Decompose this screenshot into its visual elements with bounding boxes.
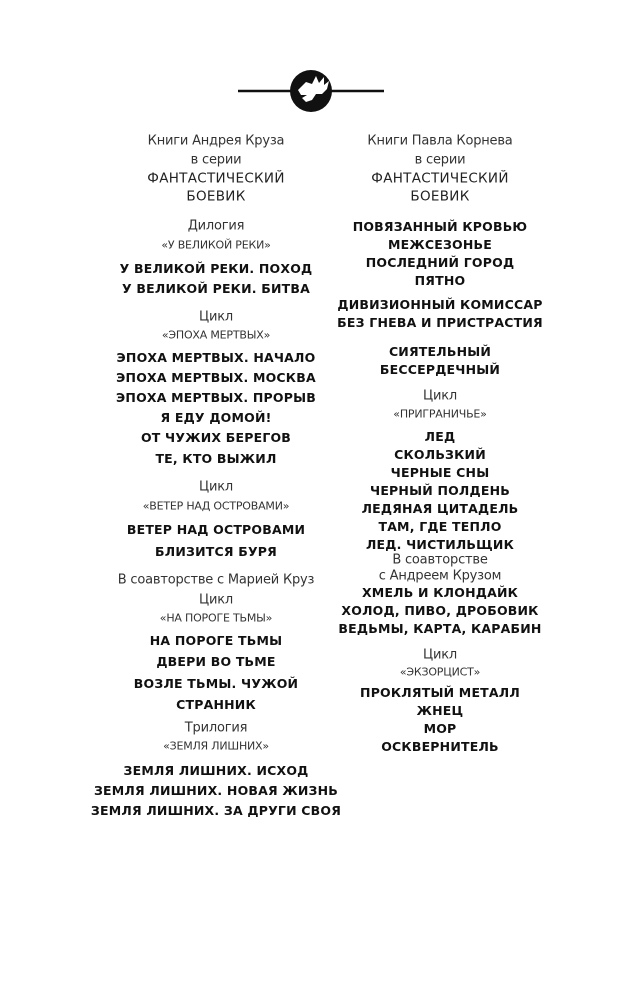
dragon-emblem-icon [236, 68, 386, 114]
book-title: БЕССЕРДЕЧНЫЙ [379, 361, 501, 377]
book-title: БЕЗ ГНЕВА И ПРИСТРАСТИЯ [337, 314, 543, 330]
book-title: ЗЕМЛЯ ЛИШНИХ. ИСХОД [123, 762, 309, 778]
book-title: ДВЕРИ ВО ТЬМЕ [156, 653, 276, 669]
book-title: ПРОКЛЯТЫЙ МЕТАЛЛ [360, 684, 520, 700]
book-title: СТРАННИК [176, 696, 256, 712]
book-title: НА ПОРОГЕ ТЬМЫ [149, 632, 283, 648]
cycle-name: «ПРИГРАНИЧЬЕ» [393, 407, 487, 421]
book-title: ПЯТНО [414, 272, 466, 288]
series-name: ФАНТАСТИЧЕСКИЙ [371, 170, 509, 187]
caption: В соавторстве с Марией Круз [117, 572, 315, 588]
book-title: ЗЕМЛЯ ЛИШНИХ. ЗА ДРУГИ СВОЯ [90, 802, 342, 818]
caption: В соавторстве [392, 552, 488, 568]
caption: в серии [414, 152, 466, 168]
caption: в серии [190, 152, 242, 168]
book-title: ЧЕРНЫЙ ПОЛДЕНЬ [370, 482, 510, 498]
book-title: ЭПОХА МЕРТВЫХ. ПРОРЫВ [116, 389, 316, 405]
caption: Цикл [423, 647, 457, 663]
book-title: ДИВИЗИОННЫЙ КОМИССАР [337, 296, 543, 312]
book-title: МОР [423, 720, 457, 736]
caption: Книги Андрея Круза [147, 133, 285, 149]
book-title: ЛЕД [424, 428, 456, 444]
book-title: ХМЕЛЬ И КЛОНДАЙК [361, 584, 519, 600]
book-title: ЧЕРНЫЕ СНЫ [390, 464, 490, 480]
caption: с Андреем Крузом [378, 568, 502, 584]
book-title: ХОЛОД, ПИВО, ДРОБОВИК [341, 602, 539, 618]
caption: Дилогия [187, 218, 245, 234]
book-title: ОТ ЧУЖИХ БЕРЕГОВ [140, 429, 292, 445]
cycle-name: «ЗЕМЛЯ ЛИШНИХ» [163, 739, 269, 753]
caption: Трилогия [184, 720, 248, 736]
series-name: БОЕВИК [410, 188, 470, 205]
cycle-name: «ЭКЗОРЦИСТ» [399, 665, 481, 679]
caption: Цикл [199, 309, 233, 325]
book-title: СИЯТЕЛЬНЫЙ [388, 343, 492, 359]
book-title: ВЕДЬМЫ, КАРТА, КАРАБИН [338, 620, 542, 636]
book-title: ТЕ, КТО ВЫЖИЛ [155, 450, 277, 466]
series-name: ФАНТАСТИЧЕСКИЙ [147, 170, 285, 187]
book-title: ЭПОХА МЕРТВЫХ. НАЧАЛО [116, 349, 316, 365]
book-title: БЛИЗИТСЯ БУРЯ [155, 543, 277, 559]
book-title: ЭПОХА МЕРТВЫХ. МОСКВА [116, 369, 316, 385]
caption: Цикл [199, 479, 233, 495]
cycle-name: «ВЕТЕР НАД ОСТРОВАМИ» [142, 499, 290, 513]
book-title: ЛЕДЯНАЯ ЦИТАДЕЛЬ [361, 500, 519, 516]
book-title: ВОЗЛЕ ТЬМЫ. ЧУЖОЙ [133, 675, 299, 691]
cycle-name: «ЭПОХА МЕРТВЫХ» [161, 328, 271, 342]
series-name: БОЕВИК [186, 188, 246, 205]
book-title: ЖНЕЦ [416, 702, 464, 718]
caption: Цикл [423, 388, 457, 404]
book-title: СКОЛЬЗКИЙ [394, 446, 486, 462]
book-title: ТАМ, ГДЕ ТЕПЛО [378, 518, 502, 534]
book-title: У ВЕЛИКОЙ РЕКИ. ПОХОД [119, 260, 313, 276]
caption: Книги Павла Корнева [367, 133, 513, 149]
book-title: ЗЕМЛЯ ЛИШНИХ. НОВАЯ ЖИЗНЬ [93, 782, 339, 798]
caption: Цикл [199, 592, 233, 608]
cycle-name: «НА ПОРОГЕ ТЬМЫ» [159, 611, 273, 625]
book-title: МЕЖСЕЗОНЬЕ [387, 236, 493, 252]
book-title: ПОСЛЕДНИЙ ГОРОД [365, 254, 515, 270]
book-title: ЛЕД. ЧИСТИЛЬЩИК [365, 536, 515, 552]
book-title: ВЕТЕР НАД ОСТРОВАМИ [126, 521, 306, 537]
book-title: Я ЕДУ ДОМОЙ! [160, 409, 272, 425]
cycle-name: «У ВЕЛИКОЙ РЕКИ» [161, 238, 271, 252]
book-title: ПОВЯЗАННЫЙ КРОВЬЮ [352, 218, 528, 234]
book-title: У ВЕЛИКОЙ РЕКИ. БИТВА [122, 280, 310, 296]
book-title: ОСКВЕРНИТЕЛЬ [381, 738, 499, 754]
